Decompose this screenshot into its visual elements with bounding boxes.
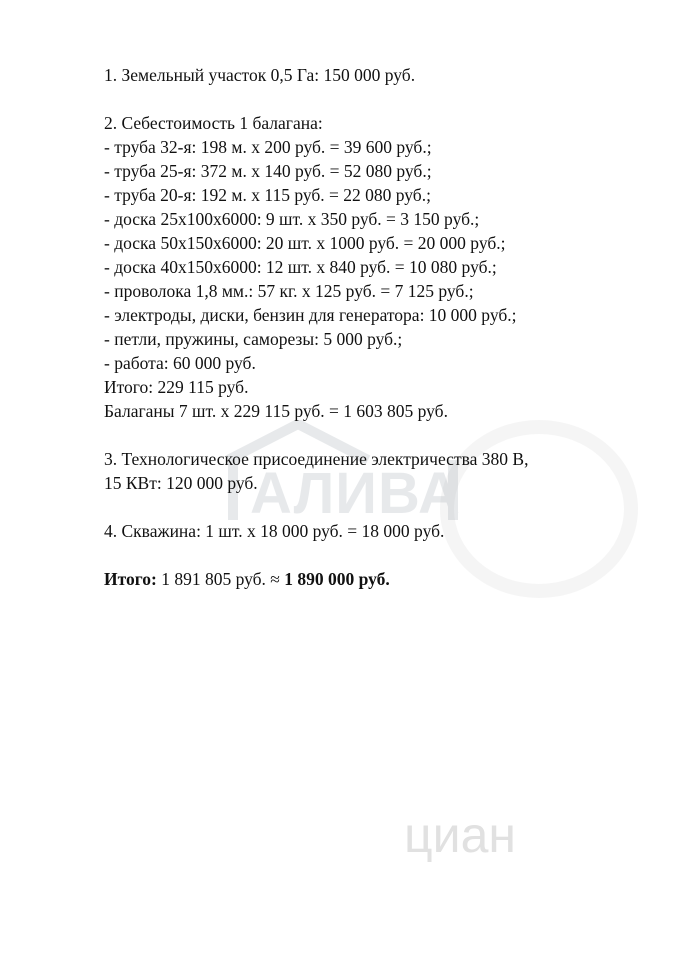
cost-multiplied: Балаганы 7 шт. х 229 115 руб. = 1 603 805 руб. bbox=[104, 401, 448, 421]
cost-item: - электроды, диски, бензин для генератора: 10 000 руб.; bbox=[104, 305, 517, 325]
grand-total-rounded: 1 890 000 руб. bbox=[284, 569, 390, 589]
grand-total-label: Итого: bbox=[104, 569, 157, 589]
cost-item: - доска 50х150х6000: 20 шт. х 1000 руб. = 20 000 руб.; bbox=[104, 233, 506, 253]
electricity-line: 3. Технологическое присоединение электричества 380 В, bbox=[104, 449, 529, 469]
cian-watermark: циан bbox=[404, 807, 516, 863]
cost-item: - проволока 1,8 мм.: 57 кг. х 125 руб. = 7 125 руб.; bbox=[104, 281, 474, 301]
well-line: 4. Скважина: 1 шт. х 18 000 руб. = 18 000 руб. bbox=[104, 521, 445, 541]
cost-title: 2. Себестоимость 1 балагана: bbox=[104, 113, 323, 133]
aliva-watermark-text: АЛИВА bbox=[250, 461, 461, 526]
cost-item: - петли, пружины, саморезы: 5 000 руб.; bbox=[104, 329, 403, 349]
cost-item: - труба 25-я: 372 м. х 140 руб. = 52 080 руб.; bbox=[104, 161, 432, 181]
grand-total bbox=[104, 567, 638, 591]
grand-total-value: 1 891 805 руб. ≈ bbox=[156, 569, 285, 589]
cost-total: Итого: 229 115 руб. bbox=[104, 377, 249, 397]
cost-item: - работа: 60 000 руб. bbox=[104, 353, 256, 373]
cost-item: - труба 32-я: 198 м. х 200 руб. = 39 600 руб.; bbox=[104, 137, 432, 157]
cost-item: - труба 20-я: 192 м. х 115 руб. = 22 080 руб.; bbox=[104, 185, 431, 205]
cost-item: - доска 25х100х6000: 9 шт. х 350 руб. = 3 150 руб.; bbox=[104, 209, 480, 229]
land-line: 1. Земельный участок 0,5 Га: 150 000 руб. bbox=[104, 65, 416, 85]
cost-item: - доска 40х150х6000: 12 шт. х 840 руб. = 10 080 руб.; bbox=[104, 257, 497, 277]
electricity-line-2: 15 КВт: 120 000 руб. bbox=[104, 473, 258, 493]
